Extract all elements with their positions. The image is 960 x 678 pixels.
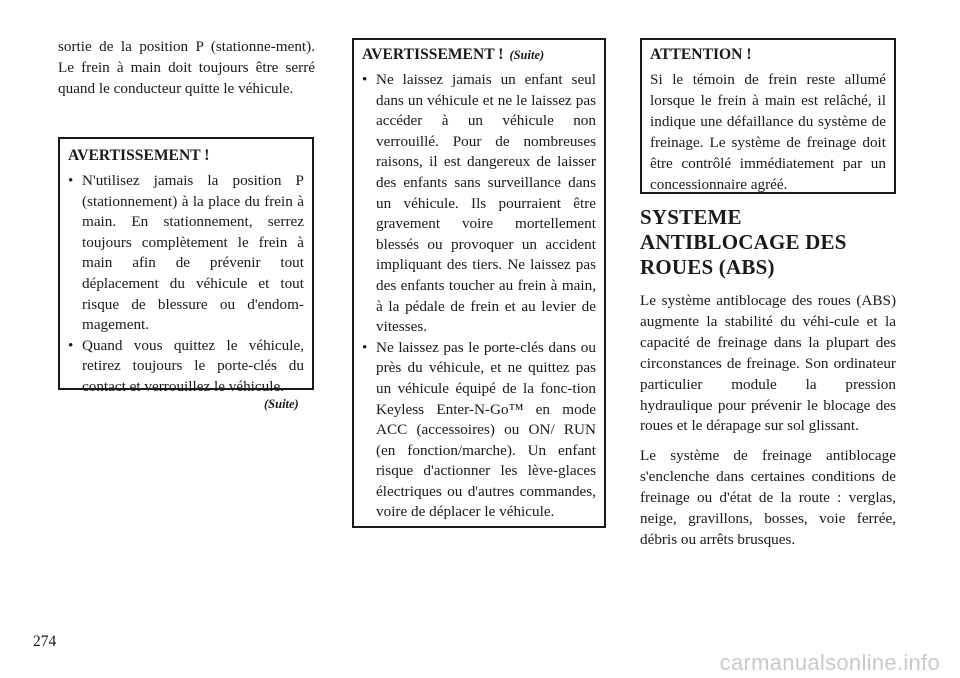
page-number: 274	[33, 633, 57, 650]
warning-title-continued	[362, 45, 596, 65]
child-safety-warning-box	[352, 38, 606, 528]
warning-list	[362, 70, 596, 523]
caution-text: Si le témoin de frein reste allumé lorsque le frein à main est relâché, il indique une défaillance du système de freinage. Le système de freinage doit être contrôlé immédiatement par un concessionnaire agréé.	[650, 71, 886, 193]
warning-item: • Ne laissez jamais un enfant seul dans un véhicule et ne le laissez pas accéder à un véhicule non verrouillé. Pour de nombreuses raisons, il est dangereux de laisser des enfants sans surveillance dans un véhicule. Ils pourraient être gravement voire mortellement blessés ou provoquer un accident impliquant des tiers. Ne laissez pas des enfants toucher au frein à main, à la pédale de frein et au levier de vitesses.	[362, 70, 596, 338]
section-title-line: SYSTEME	[640, 205, 742, 229]
warning-item: • Ne laissez pas le porte-clés dans ou près du véhicule, et ne quittez pas un véhicule équipé de la fonc-tion Keyless Enter-N-Go™ en mode ACC (accessoires) ou ON/ RUN (en fonction/marche). Un enfant risque d'actionner les lève-glaces électriques ou d'autres commandes, voire de déplacer le véhicule.	[362, 338, 596, 523]
continued-note: (Suite)	[264, 397, 299, 411]
warning-title: AVERTISSEMENT !	[68, 147, 210, 164]
abs-paragraph: Le système de freinage antiblocage s'enclenche dans certaines conditions de freinage ou d'état de la route : verglas, neige, gravillons, bosses, voie ferrée, débris ou arrêts brusques.	[640, 447, 896, 548]
warning-item: • N'utilisez jamais la position P (stationnement) à la place du frein à main. En stationnement, serrez toujours complètement le frein à main afin de prévenir tout déplacement du véhicule et tout risque de blessure ou d'endom-magement.	[68, 171, 304, 336]
section-title-line: ROUES (ABS)	[640, 255, 775, 279]
caution-title: ATTENTION !	[650, 46, 752, 63]
abs-paragraph: Le système antiblocage des roues (ABS) augmente la stabilité du véhi-cule et la capacité de freinage dans la plupart des circonstances de freinage. Son ordinateur particulier module la pression hydraulique pour prévenir le blocage des roues et le dérapage sur sol glissant.	[640, 292, 896, 435]
warning-list	[68, 171, 304, 398]
watermark: carmanualsonline.info	[719, 650, 940, 675]
intro-paragraph: sortie de la position P (stationne-ment). Le frein à main doit toujours être serré quand le conducteur quitte le véhicule.	[58, 38, 315, 97]
section-title-line: ANTIBLOCAGE DES	[640, 230, 847, 254]
parking-brake-warning-box	[58, 137, 314, 395]
warning-title-text: AVERTISSEMENT !	[362, 46, 504, 63]
abs-section	[640, 205, 896, 551]
warning-item: • Quand vous quittez le véhicule, retirez toujours le porte-clés du contact et verrouillez le véhicule.	[68, 336, 304, 398]
warning-title-suffix: (Suite)	[509, 48, 545, 62]
section-title	[640, 205, 896, 280]
brake-light-caution-box	[640, 38, 896, 194]
